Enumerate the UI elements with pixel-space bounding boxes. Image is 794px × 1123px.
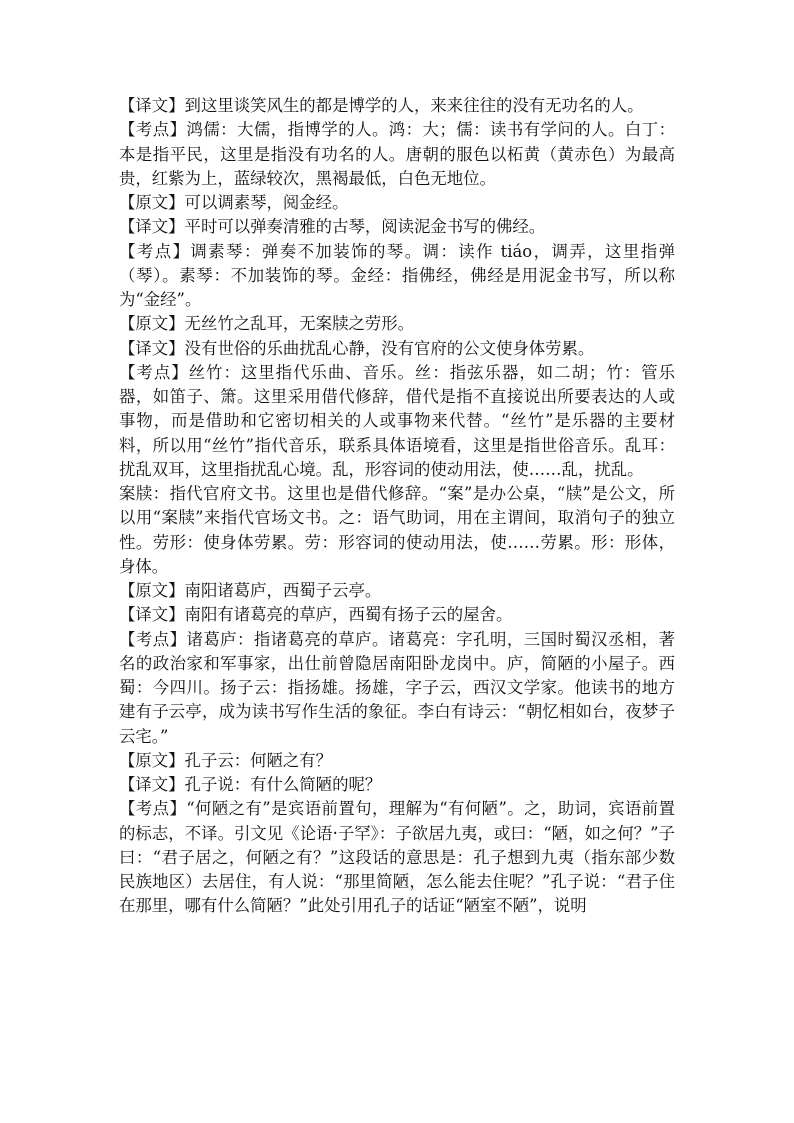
paragraph-original-3: 【原文】南阳诸葛庐，西蜀子云亭。 — [119, 581, 382, 600]
paragraph-keypoint-2: 【考点】调素琴：弹奏不加装饰的琴。调：读作 tiáo，调弄，这里指弹（琴）。素琴：不加装饰的琴。金经：指佛经，佛经是用泥金书写，所以称为“金经”。 — [119, 241, 675, 309]
paragraph-translation-4: 【译文】南阳有诸葛亮的草庐，西蜀有扬子云的屋舍。 — [119, 605, 513, 625]
paragraph-original-1: 【原文】可以调素琴，阅金经。 — [119, 193, 349, 212]
paragraph-keypoint-4: 【考点】诸葛庐：指诸葛亮的草庐。诸葛亮：字孔明，三国时蜀汉丞相，著名的政治家和军事家，出仕前曾隐居南阳卧龙岗中。庐，简陋的小屋子。西蜀：今四川。扬子云：指扬雄。扬雄，字子云，西汉文学家。他读书的地方建有子云亭，成为读书写作生活的象征。李白有诗云：“朝忆相如台，夜梦子云宅。” — [119, 629, 675, 746]
paragraph-keypoint-5: 【考点】“何陋之有”是宾语前置句，理解为“有何陋”。之，助词，宾语前置的标志，不译。引文见《论语·子罕》：子欲居九夷，或曰：“陋，如之何？”子曰：“君子居之，何陋之有？”这段话的意思是：孔子想到九夷（指东部少数民族地区）去居住，有人说：“那里简陋，怎么能去住呢？”孔子说：“君子住在那里，哪有什么简陋？”此处引用孔子的话证“陋室不陋”，说明 — [119, 799, 675, 916]
paragraph-keypoint-3: 【考点】丝竹：这里指代乐曲、音乐。丝：指弦乐器，如二胡；竹：管乐器，如笛子、箫。这里采用借代修辞，借代是指不直接说出所要表达的人或事物，而是借助和它密切相关的人或事物来代替。“丝竹”是乐器的主要材料，所以用“丝竹”指代音乐，联系具体语境看，这里是指世俗音乐。乱耳：扰乱双耳，这里指扰乱心境。乱，形容词的使动用法，使……乱，扰乱。 — [119, 362, 675, 479]
paragraph-keypoint-1: 【考点】鸿儒：大儒，指博学的人。鸿：大；儒：读书有学问的人。白丁：本是指平民，这里是指没有功名的人。唐朝的服色以柘黄（黄赤色）为最高贵，红紫为上，蓝绿较次，黑褐最低，白色无地位。 — [119, 120, 675, 188]
document-body — [119, 94, 675, 919]
paragraph-translation-5: 【译文】孔子说：有什么简陋的呢？ — [119, 775, 382, 794]
paragraph-translation-3: 【译文】没有世俗的乐曲扰乱心静，没有官府的公文使身体劳累。 — [119, 338, 595, 358]
paragraph-original-2: 【原文】无丝竹之乱耳，无案牍之劳形。 — [119, 314, 415, 334]
paragraph-original-4: 【原文】孔子云：何陋之有？ — [119, 750, 333, 770]
paragraph-translation-1: 【译文】到这里谈笑风生的都是博学的人，来来往往的没有无功名的人。 — [119, 96, 644, 115]
paragraph-keypoint-3-continued: 案牍：指代官府文书。这里也是借代修辞。“案”是办公桌，“牍”是公文，所以用“案牍”来指代官场文书。之：语气助词，用在主谓间，取消句子的独立性。劳形：使身体劳累。劳：形容词的使动用法，使……劳累。形：形体，身体。 — [119, 484, 675, 576]
paragraph-translation-2: 【译文】平时可以弹奏清雅的古琴，阅读泥金书写的佛经。 — [119, 217, 546, 237]
